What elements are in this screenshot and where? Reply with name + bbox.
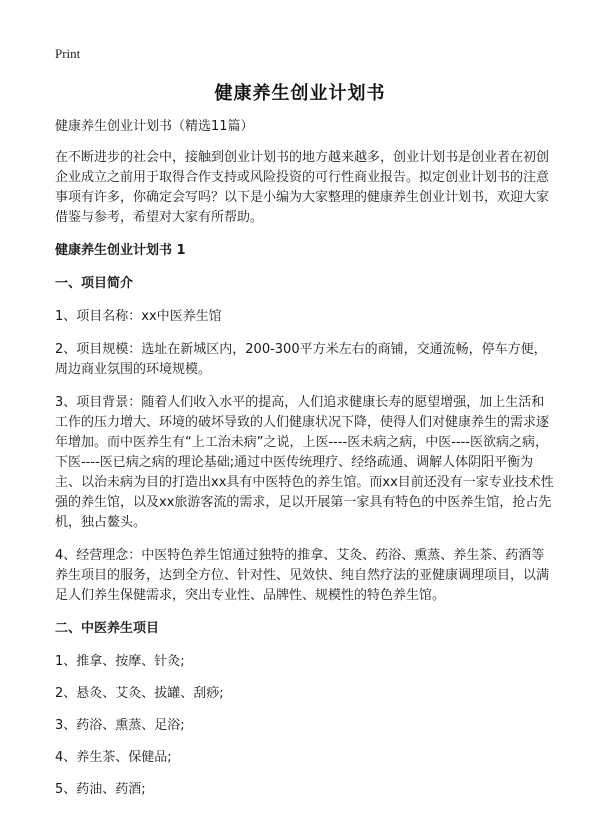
part1-heading: 一、项目简介 xyxy=(55,276,134,291)
section-title: 健康养生创业计划书 1 xyxy=(55,243,186,258)
document-subtitle: 健康养生创业计划书（精选11篇） xyxy=(55,119,254,134)
business-philosophy-item: 4、经营理念：中医特色养生馆通过独特的推拿、艾灸、药浴、熏蒸、养生茶、药酒等养生项目的服务，达到全方位、针对性、见效快、纯自然疗法的亚健康调理项目，以满足人们养生保健需求，突出专业性、品牌性、规模性的特色养生馆。 xyxy=(55,548,550,603)
part2-heading: 二、中医养生项目 xyxy=(55,621,160,636)
document-title: 健康养生创业计划书 xyxy=(214,83,386,104)
service-list-item: 3、药浴、熏蒸、足浴; xyxy=(55,718,185,733)
service-list-item: 1、推拿、按摩、针灸; xyxy=(55,654,185,669)
print-label[interactable]: Print xyxy=(55,46,81,61)
intro-paragraph: 在不断进步的社会中，接触到创业计划书的地方越来越多，创业计划书是创业者在初创企业成立之前用于取得合作支持或风险投资的可行性商业报告。拟定创业计划书的注意事项有许多，你确定会写吗？以下是小编为大家整理的健康养生创业计划书，欢迎大家借鉴与参考，希望对大家有所帮助。 xyxy=(55,150,550,225)
service-list-item: 2、悬灸、艾灸、拔罐、刮痧; xyxy=(55,686,224,701)
project-scale-item: 2、项目规模：选址在新城区内，200-300平方米左右的商铺，交通流畅，停车方便，周边商业氛围的环境规模。 xyxy=(55,342,547,377)
service-list-item: 4、养生茶、保健品; xyxy=(55,750,172,765)
document-body xyxy=(55,117,555,812)
project-name-item: 1、项目名称：xx中医养生馆 xyxy=(55,309,222,324)
project-background-item: 3、项目背景：随着人们收入水平的提高，人们追求健康长寿的愿望增强，加上生活和工作的压力增大、环境的破坏导致的人们健康状况下降，使得人们对健康养生的需求逐年增加。而中医养生有“上工治未病”之说，上医----医未病之病，中医----医欲病之病，下医----医已病之病的理论基础;通过中医传统理疗、经络疏通、调解人体阴阳平衡为主、以治未病为目的打造出xx具有中医特色的养生馆。而xx目前还没有一家专业技术性强的养生馆，以及xx旅游客流的需求，足以开展第一家具有特色的中医养生馆，抢占先机，独占鳌头。 xyxy=(55,395,554,530)
service-list-item: 5、药油、药酒; xyxy=(55,782,146,797)
